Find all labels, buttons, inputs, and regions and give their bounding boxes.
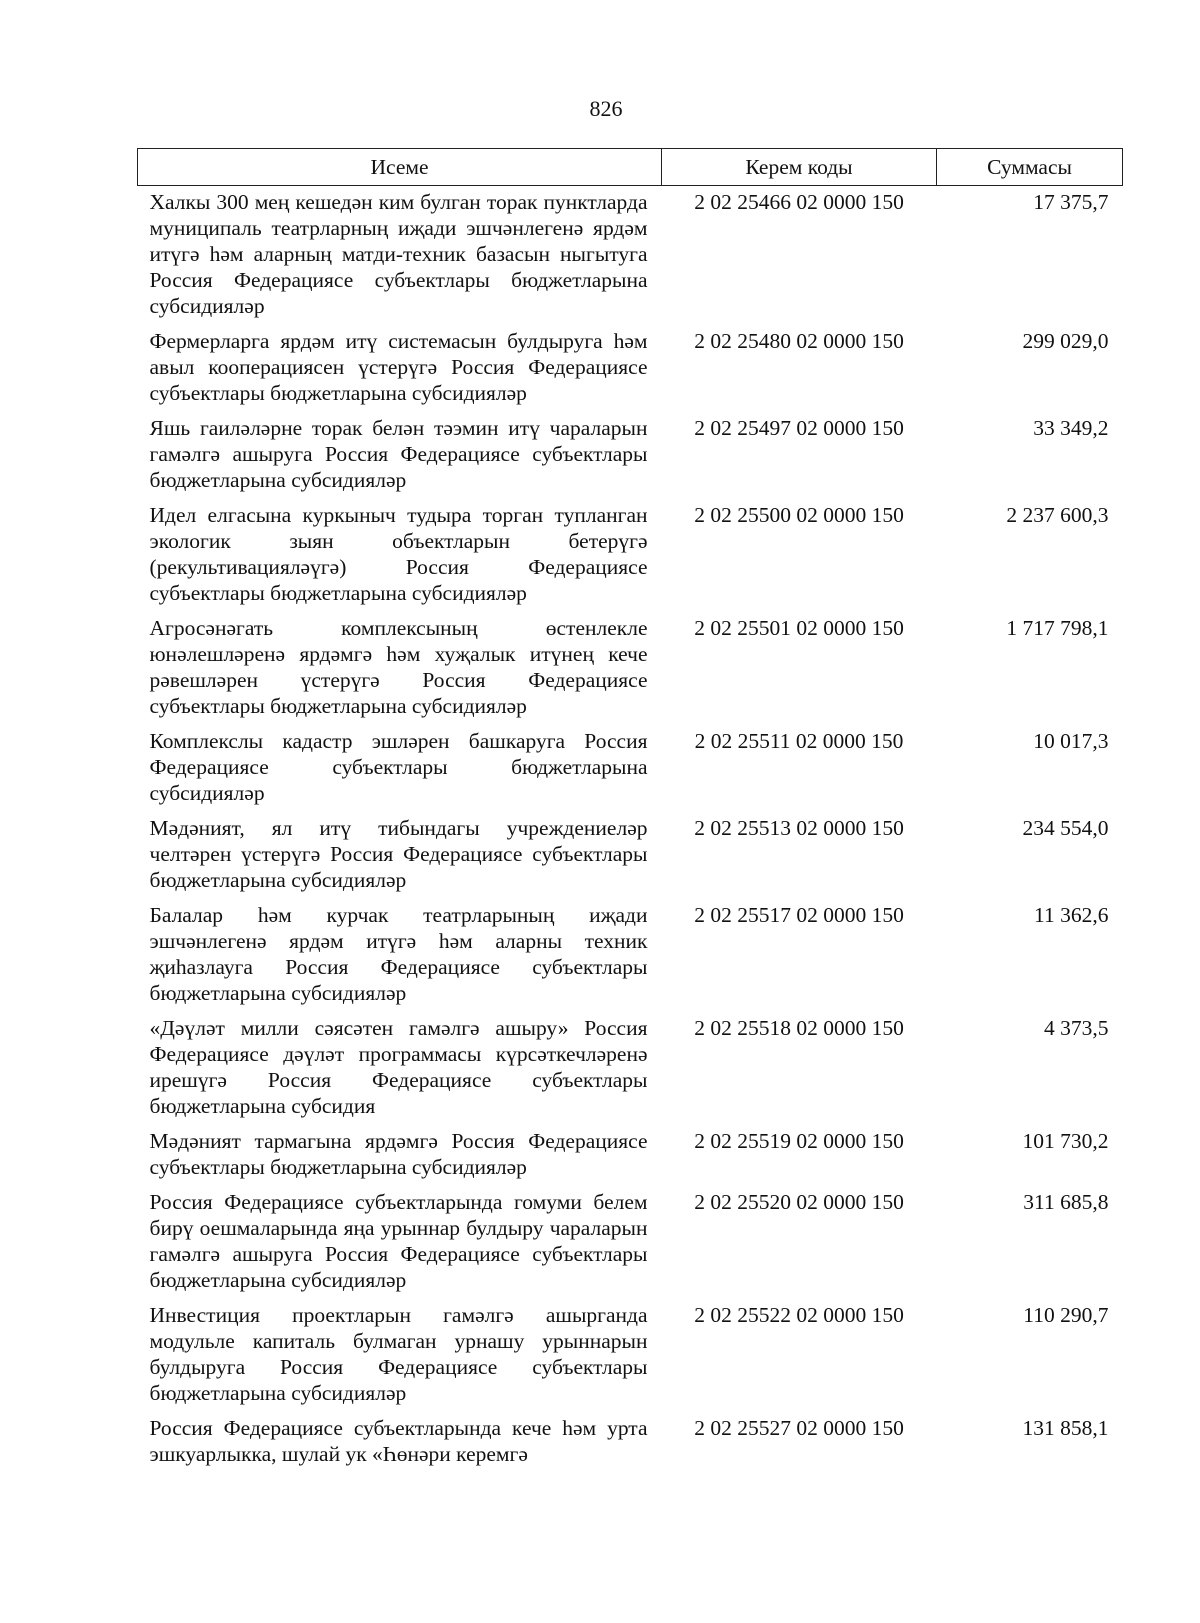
row-sum: 101 730,2 — [1022, 1129, 1109, 1153]
row-name: Балалар һәм курчак театрларының иҗади эшчәнлегенә ярдәм итүгә һәм аларны техник җиһазлауга Россия Федерациясе субъектлары бюджетларына субсидияләр — [149, 903, 648, 1005]
table-body — [138, 186, 1123, 1477]
header-row — [138, 149, 1123, 186]
table-row — [138, 186, 1123, 329]
row-sum: 10 017,3 — [1033, 729, 1109, 753]
row-code: 2 02 25513 02 0000 150 — [694, 816, 904, 840]
budget-table — [137, 148, 1123, 1476]
row-name: Россия Федерациясе субъектларында гомуми белем бирү оешмаларында яңа урыннар булдыру чараларын гамәлгә ашыруга Россия Федерациясе субъектлары бюджетларына субсидияләр — [149, 1190, 648, 1292]
table-row — [138, 328, 1123, 415]
table-row — [138, 615, 1123, 728]
row-sum: 299 029,0 — [1022, 329, 1109, 353]
row-sum: 2 237 600,3 — [1006, 503, 1109, 527]
table-row — [138, 1128, 1123, 1189]
table-row — [138, 1302, 1123, 1415]
row-code: 2 02 25466 02 0000 150 — [694, 190, 904, 214]
row-code: 2 02 25501 02 0000 150 — [694, 616, 904, 640]
row-name: «Дәүләт милли сәясәтен гамәлгә ашыру» Россия Федерациясе дәүләт программасы күрсәткечләренә ирешүгә Россия Федерациясе субъектлары бюджетларына субсидия — [149, 1016, 648, 1118]
row-name: Комплекслы кадастр эшләрен башкаруга Россия Федерациясе субъектлары бюджетларына субсидияләр — [149, 729, 648, 805]
row-name: Идел елгасына куркыныч тудыра торган тупланган экологик зыян объектларын бетерүгә (рекультивацияләүгә) Россия Федерациясе субъектлары бюджетларына субсидияләр — [149, 503, 648, 605]
table-row — [138, 902, 1123, 1015]
row-sum: 4 373,5 — [1044, 1016, 1109, 1040]
row-name: Яшь гаиләләрне торак белән тәэмин итү чараларын гамәлгә ашыруга Россия Федерациясе субъектлары бюджетларына субсидияләр — [149, 416, 648, 492]
page-number: 826 — [589, 96, 623, 121]
table-header — [138, 149, 1123, 186]
row-name: Россия Федерациясе субъектларында кече һәм урта эшкуарлыкка, шулай ук «Һөнәри керемгә — [149, 1416, 648, 1466]
table-row — [138, 815, 1123, 902]
row-code: 2 02 25519 02 0000 150 — [694, 1129, 904, 1153]
table-row — [138, 502, 1123, 615]
row-code: 2 02 25522 02 0000 150 — [694, 1303, 904, 1327]
header-name: Исеме — [138, 149, 662, 186]
row-name: Инвестиция проектларын гамәлгә ашырганда модульле капиталь булмаган урнашу урыннарын булдыруга Россия Федерациясе субъектлары бюджетларына субсидияләр — [149, 1303, 648, 1405]
table-row — [138, 1015, 1123, 1128]
row-sum: 17 375,7 — [1033, 190, 1109, 214]
row-sum: 11 362,6 — [1034, 903, 1109, 927]
row-sum: 1 717 798,1 — [1006, 616, 1109, 640]
row-sum: 311 685,8 — [1023, 1190, 1109, 1214]
row-code: 2 02 25520 02 0000 150 — [694, 1190, 904, 1214]
row-sum: 131 858,1 — [1022, 1416, 1109, 1440]
row-name: Халкы 300 мең кешедән ким булган торак пунктларда муниципаль театрларның иҗади эшчәнлегенә ярдәм итүгә һәм аларның матди-техник базасын ныгытуга Россия Федерациясе субъектлары бюджетларына субсидияләр — [149, 190, 648, 318]
row-name: Мәдәният, ял итү тибындагы учреждениеләр челтәрен үстерүгә Россия Федерациясе субъектлары бюджетларына субсидияләр — [149, 816, 648, 892]
row-code: 2 02 25517 02 0000 150 — [694, 903, 904, 927]
table-row — [138, 1415, 1123, 1476]
row-code: 2 02 25480 02 0000 150 — [694, 329, 904, 353]
row-sum: 110 290,7 — [1023, 1303, 1109, 1327]
header-code: Керем коды — [662, 149, 937, 186]
row-code: 2 02 25500 02 0000 150 — [694, 503, 904, 527]
row-name: Агросәнәгать комплексының өстенлекле юнәлешләренә ярдәмгә һәм хуҗалык итүнең кече рәвешләрен үстерүгә Россия Федерациясе субъектлары бюджетларына субсидияләр — [149, 616, 648, 718]
table-row — [138, 728, 1123, 815]
row-code: 2 02 25518 02 0000 150 — [694, 1016, 904, 1040]
row-code: 2 02 25527 02 0000 150 — [694, 1416, 904, 1440]
row-name: Мәдәният тармагына ярдәмгә Россия Федерациясе субъектлары бюджетларына субсидияләр — [149, 1129, 648, 1179]
table-row — [138, 1189, 1123, 1302]
row-sum: 234 554,0 — [1022, 816, 1109, 840]
row-name: Фермерларга ярдәм итү системасын булдыруга һәм авыл кооперациясен үстерүгә Россия Федерациясе субъектлары бюджетларына субсидияләр — [149, 329, 648, 405]
header-sum: Суммасы — [937, 149, 1123, 186]
row-code: 2 02 25511 02 0000 150 — [694, 729, 904, 753]
row-sum: 33 349,2 — [1033, 416, 1109, 440]
row-code: 2 02 25497 02 0000 150 — [694, 416, 904, 440]
table-row — [138, 415, 1123, 502]
